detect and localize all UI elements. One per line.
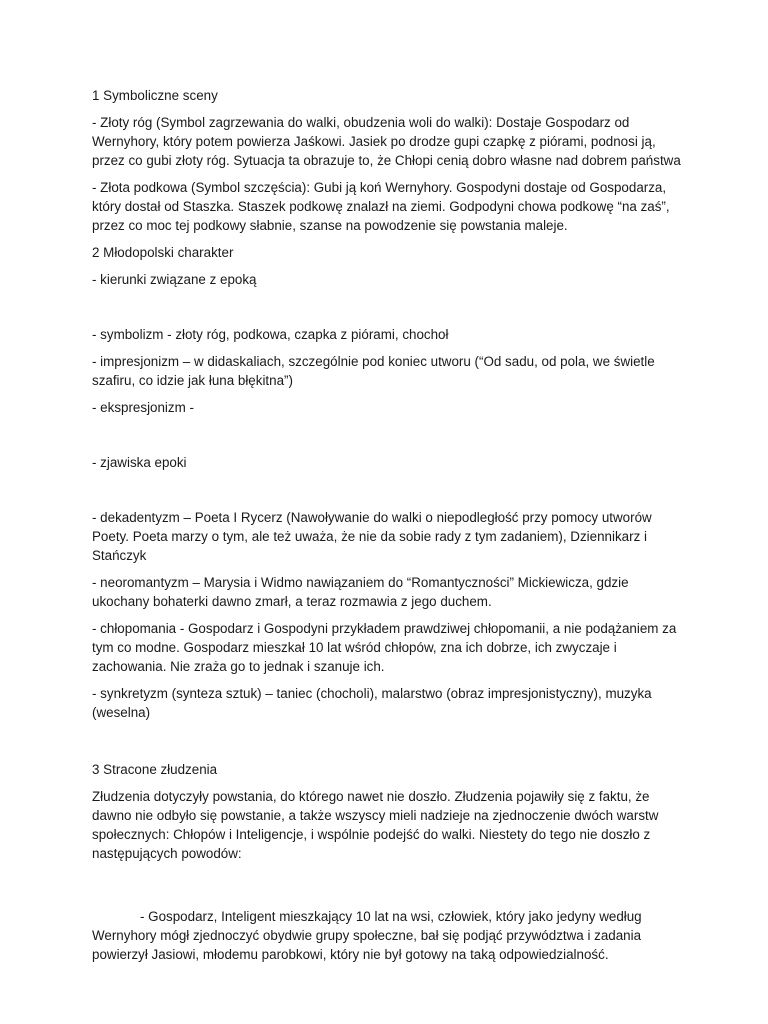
paragraph-chlopomania: - chłopomania - Gospodarz i Gospodyni przykładem prawdziwej chłopomanii, a nie podążaniem za tym co modne. Gospodarz mieszkał 10 lat wśród chłopów, zna ich dobrze, ich zwyczaje i zachowania. Nie zraża go to jednak i szanuje ich. [92,621,677,674]
heading-stracone-zludzenia: 3 Stracone złudzenia [92,762,218,777]
document-page [92,86,682,972]
paragraph-ekspresjonizm: - ekspresjonizm - [92,400,194,415]
heading-mlodopolski-charakter: 2 Młodopolski charakter [92,245,234,260]
paragraph-kierunki: - kierunki związane z epoką [92,272,257,287]
paragraph-zlota-podkowa: - Złota podkowa (Symbol szczęścia): Gubi ją koń Wernyhory. Gospodyni dostaje od Gospodarza, który dostał od Staszka. Staszek podkowę znalazł na ziemi. Godpodyni chowa podkowę “na zaś”, przez co moc tej podkowy słabnie, szanse na powodzenie się powstania maleje. [92,180,670,233]
paragraph-symbolizm: - symbolizm - złoty róg, podkowa, czapka z piórami, chochoł [92,327,449,342]
paragraph-dekadentyzm: - dekadentyzm – Poeta I Rycerz (Nawoływanie do walki o niepodległość przy pomocy utworów Poety. Poeta marzy o tym, ale też uważa, że nie da sobie rady z tym zadaniem), Dziennikarz i Stańczyk [92,510,652,563]
paragraph-synkretyzm: - synkretyzm (synteza sztuk) – taniec (chocholi), malarstwo (obraz impresjonistyczny), muzyka (weselna) [92,686,652,720]
paragraph-zjawiska-epoki: - zjawiska epoki [92,455,187,470]
paragraph-zludzenia: Złudzenia dotyczyły powstania, do którego nawet nie doszło. Złudzenia pojawiły się z faktu, że dawno nie odbyło się powstanie, a także wszyscy mieli nadzieje na zjednoczenie dwóch warstw społecznych: Chłopów i Inteligencje, i wspólnie podejść do walki. Niestety do tego nie doszło z następujących powodów: [92,789,659,861]
paragraph-gospodarz: - Gospodarz, Inteligent mieszkający 10 lat na wsi, człowiek, który jako jedyny według Wernyhory mógł zjednoczyć obydwie grupy społeczne, bał się podjąć przywództwa i zadania powierzył Jasiowi, młodemu parobkowi, który nie był gotowy na taką odpowiedzialność. [92,909,642,962]
heading-symboliczne-sceny: 1 Symboliczne sceny [92,88,218,103]
paragraph-zloty-rog: - Złoty róg (Symbol zagrzewania do walki, obudzenia woli do walki): Dostaje Gospodarz od Wernyhory, który potem powierza Jaśkowi. Jasiek po drodze gupi czapkę z piórami, podnosi ją, przez co gubi złoty róg. Sytuacja ta obrazuje to, że Chłopi cenią dobro własne nad dobrem państwa [92,115,681,168]
paragraph-impresjonizm: - impresjonizm – w didaskaliach, szczególnie pod koniec utworu (“Od sadu, od pola, we świetle szafiru, co idzie jak łuna błękitna”) [92,354,655,388]
paragraph-neoromantyzm: - neoromantyzm – Marysia i Widmo nawiązaniem do “Romantyczności” Mickiewicza, gdzie ukochany bohaterki dawno zmarł, a teraz rozmawia z jego duchem. [92,575,629,609]
